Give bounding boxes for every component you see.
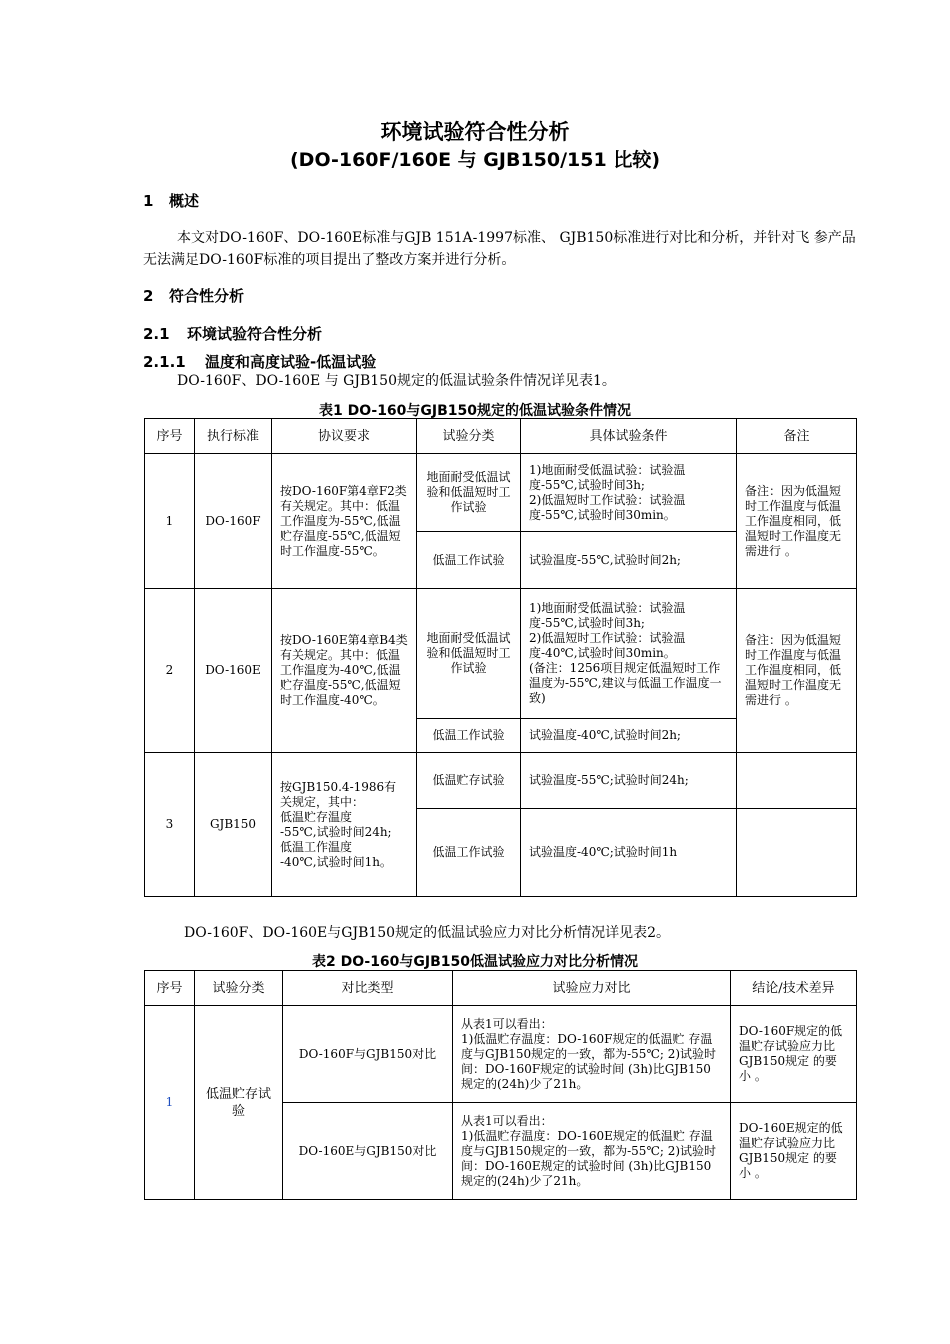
test-category-cell: 低温工作试验 [417, 532, 521, 589]
header-cell: 序号 [145, 419, 195, 454]
test-condition-cell: 试验温度-55℃,试验时间2h; [521, 532, 737, 589]
stress-comparison-cell: 从表1可以看出： 1)低温贮存温度：DO-160E规定的低温贮 存温度与GJB150规定的一致，都为-55℃; 2)试验时间：DO-160E规定的试验时间 (3h)比GJB150规定的(24h)少了21h。 [453, 1103, 731, 1200]
remark-cell: 备注：因为低温短时工作温度与低温工作温度相同，低温短时工作温度无需进行 。 [737, 454, 857, 589]
requirement-cell: 按DO-160E第4章B4类有关规定。其中：低温工作温度为-40℃,低温贮存温度-55℃,低温短时工作温度-40℃。 [272, 589, 417, 753]
section-number: 1 [143, 192, 154, 210]
header-cell: 试验应力对比 [453, 971, 731, 1006]
header-cell: 试验分类 [195, 971, 283, 1006]
header-cell: 协议要求 [272, 419, 417, 454]
row-number: 3 [145, 753, 195, 897]
test-category-cell: 低温贮存试验 [195, 1006, 283, 1200]
overview-paragraph: 本文对DO-160F、DO-160E标准与GJB 151A-1997标准、 GJB150标准进行对比和分析，并针对飞 参产品无法满足DO-160F标准的项目提出了整改方案并进行分析。 [143, 230, 856, 268]
test-condition-cell: 试验温度-40℃,试验时间2h; [521, 719, 737, 753]
remark-cell: 备注：因为低温短时工作温度与低温工作温度相同，低温短时工作温度无需进行 。 [737, 589, 857, 753]
table2-caption: 表2 DO-160与GJB150低温试验应力对比分析情况 [311, 954, 639, 970]
document-subtitle: (DO-160F/160E 与 GJB150/151 比较) [290, 149, 660, 171]
test-category-cell: 地面耐受低温试验和低温短时工作试验 [417, 589, 521, 719]
table-row [145, 753, 857, 809]
test-condition-cell: 试验温度-55℃;试验时间24h; [521, 753, 737, 809]
header-cell: 执行标准 [195, 419, 272, 454]
stress-comparison-table [144, 970, 857, 1200]
section-title: 温度和高度试验-低温试验 [205, 353, 377, 371]
table1-caption: 表1 DO-160与GJB150规定的低温试验条件情况 [318, 403, 632, 419]
section-2-heading [143, 285, 244, 306]
row-number: 1 [145, 454, 195, 589]
header-cell: 具体试验条件 [521, 419, 737, 454]
section-2-1-heading [143, 323, 322, 344]
table-header-row [145, 419, 857, 454]
header-cell: 结论/技术差异 [731, 971, 857, 1006]
table-row [145, 589, 857, 719]
header-cell: 对比类型 [283, 971, 453, 1006]
section-number: 2.1 [143, 325, 170, 343]
comparison-type-cell: DO-160F与GJB150对比 [283, 1006, 453, 1103]
table-header-row [145, 971, 857, 1006]
header-cell: 序号 [145, 971, 195, 1006]
low-temp-conditions-table [144, 418, 857, 897]
section-title: 符合性分析 [169, 287, 245, 305]
table-row [145, 1006, 857, 1103]
test-category-cell: 地面耐受低温试验和低温短时工作试验 [417, 454, 521, 532]
remark-cell [737, 753, 857, 809]
comparison-type-cell: DO-160E与GJB150对比 [283, 1103, 453, 1200]
standard-cell: DO-160F [195, 454, 272, 589]
section-number: 2.1.1 [143, 353, 186, 371]
row-number: 2 [145, 589, 195, 753]
conclusion-cell: DO-160F规定的低温贮存试验应力比GJB150规定 的要小 。 [731, 1006, 857, 1103]
test-condition-cell: 试验温度-40℃;试验时间1h [521, 809, 737, 897]
section-1-heading [143, 190, 199, 211]
test-condition-cell: 1)地面耐受低温试验：试验温度-55℃,试验时间3h; 2)低温短时工作试验：试验温度-55℃,试验时间30min。 [521, 454, 737, 532]
row-number: 1 [145, 1006, 195, 1200]
section-title: 概述 [169, 192, 200, 210]
table-row [145, 454, 857, 532]
table1-intro: DO-160F、DO-160E 与 GJB150规定的低温试验条件情况详见表1。 [177, 373, 616, 389]
standard-cell: GJB150 [195, 753, 272, 897]
test-condition-cell: 1)地面耐受低温试验：试验温度-55℃,试验时间3h; 2)低温短时工作试验：试验温度-40℃,试验时间30min。 (备注：1256项目规定低温短时工作温度为-55℃,建议与低温工作温度一致) [521, 589, 737, 719]
test-category-cell: 低温工作试验 [417, 719, 521, 753]
section-title: 环境试验符合性分析 [187, 325, 323, 343]
header-cell: 试验分类 [417, 419, 521, 454]
section-number: 2 [143, 287, 154, 305]
test-category-cell: 低温工作试验 [417, 809, 521, 897]
stress-comparison-cell: 从表1可以看出： 1)低温贮存温度：DO-160F规定的低温贮 存温度与GJB150规定的一致，都为-55℃; 2)试验时间：DO-160F规定的试验时间 (3h)比GJB150规定的(24h)少了21h。 [453, 1006, 731, 1103]
table2-intro: DO-160F、DO-160E与GJB150规定的低温试验应力对比分析情况详见表2。 [184, 925, 670, 941]
remark-cell [737, 809, 857, 897]
header-cell: 备注 [737, 419, 857, 454]
standard-cell: DO-160E [195, 589, 272, 753]
requirement-cell: 按DO-160F第4章F2类有关规定。其中：低温工作温度为-55℃,低温贮存温度-55℃,低温短时工作温度-55℃。 [272, 454, 417, 589]
document-title: 环境试验符合性分析 [380, 120, 570, 144]
test-category-cell: 低温贮存试验 [417, 753, 521, 809]
requirement-cell: 按GJB150.4-1986有 关规定，其中： 低温贮存温度 -55℃,试验时间24h; 低温工作温度 -40℃,试验时间1h。 [272, 753, 417, 897]
section-2-1-1-heading [143, 351, 376, 372]
conclusion-cell: DO-160E规定的低温贮存试验应力比GJB150规定 的要小 。 [731, 1103, 857, 1200]
